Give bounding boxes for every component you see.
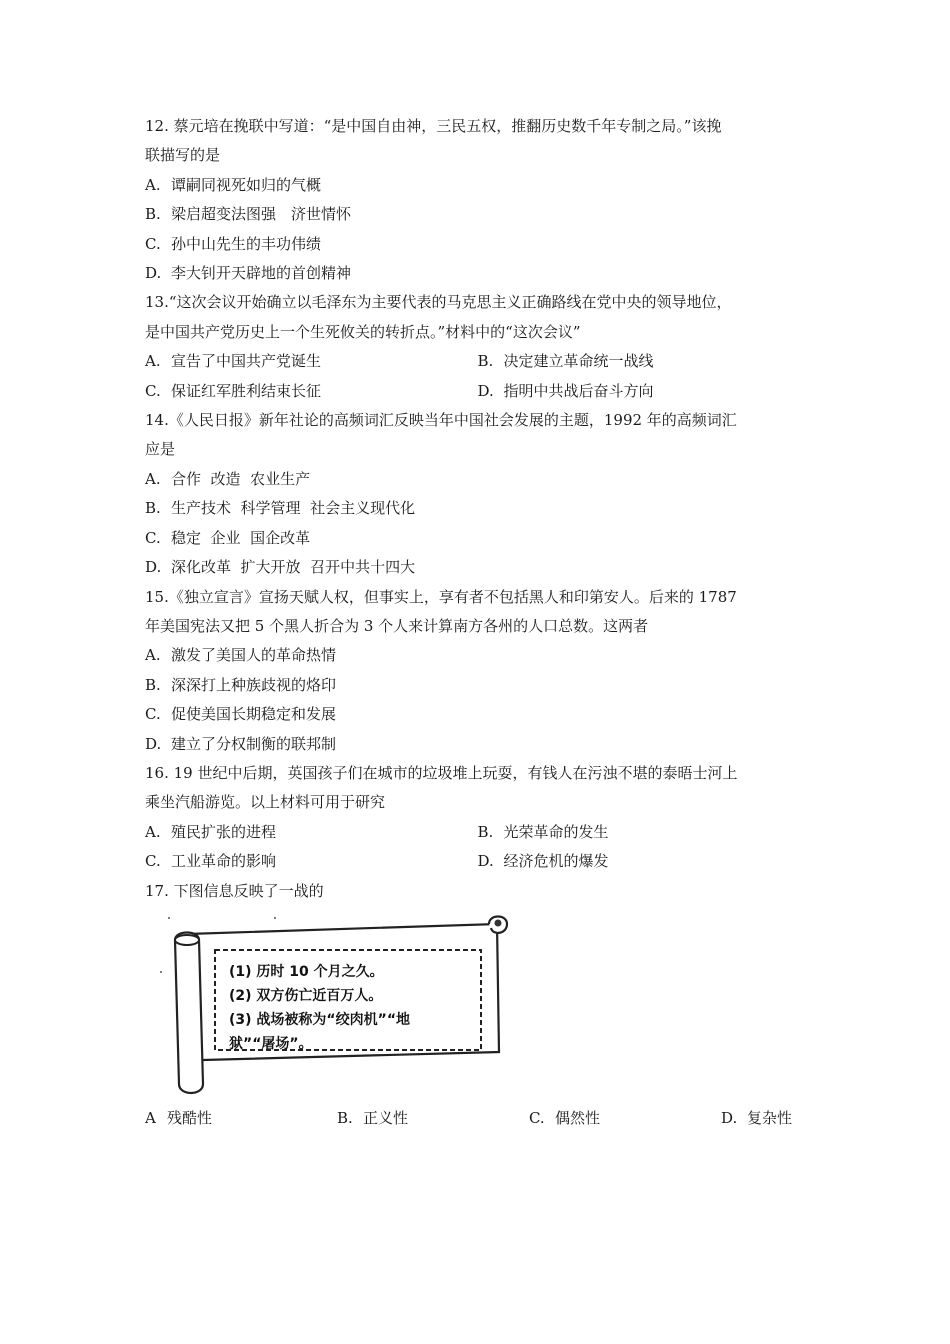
option-letter: D. bbox=[477, 381, 494, 400]
option-text: 深化改革 扩大开放 召开中共十四大 bbox=[171, 558, 416, 577]
option-letter: C. bbox=[145, 381, 161, 400]
option-text: 殖民扩张的进程 bbox=[171, 822, 277, 841]
option-b[interactable] bbox=[145, 494, 810, 523]
option-c[interactable] bbox=[145, 377, 478, 406]
option-c[interactable] bbox=[145, 230, 810, 259]
option-letter: D. bbox=[145, 558, 162, 577]
option-d[interactable] bbox=[145, 730, 810, 759]
option-text: 梁启超变法图强 济世情怀 bbox=[171, 205, 352, 224]
scroll-line: (3) 战场被称为“绞肉机”“地 bbox=[229, 1011, 411, 1028]
option-b[interactable] bbox=[145, 200, 810, 229]
scroll-line: 狱”“屠场”。 bbox=[229, 1035, 313, 1052]
option-a[interactable] bbox=[145, 1104, 337, 1133]
option-text: 决定建立革命统一战线 bbox=[503, 352, 654, 371]
option-letter: B. bbox=[145, 205, 161, 224]
question-stem: 16. 19 世纪中后期，英国孩子们在城市的垃圾堆上玩耍，有钱人在污浊不堪的泰晤士河上 bbox=[145, 763, 738, 782]
option-letter: B. bbox=[145, 675, 161, 694]
option-c[interactable] bbox=[145, 700, 810, 729]
option-b[interactable] bbox=[478, 347, 811, 376]
scroll-line: (2) 双方伤亡近百万人。 bbox=[229, 987, 383, 1004]
option-text: 保证红军胜利结束长征 bbox=[171, 381, 322, 400]
question-stem: 是中国共产党历史上一个生死攸关的转折点。”材料中的“这次会议” bbox=[145, 322, 581, 341]
option-text: 宣告了中国共产党诞生 bbox=[171, 352, 322, 371]
option-text: 复杂性 bbox=[746, 1108, 792, 1127]
option-text: 指明中共战后奋斗方向 bbox=[503, 381, 654, 400]
option-a[interactable] bbox=[145, 818, 478, 847]
option-d[interactable] bbox=[478, 377, 811, 406]
option-text: 残酷性 bbox=[167, 1108, 213, 1127]
option-letter: A. bbox=[145, 352, 161, 371]
scroll-roll-end bbox=[175, 935, 199, 945]
exam-page bbox=[145, 112, 810, 1133]
option-b[interactable] bbox=[145, 671, 810, 700]
option-text: 偶然性 bbox=[554, 1108, 600, 1127]
scroll-figure bbox=[157, 912, 517, 1100]
question-stem: 15.《独立宣言》宣扬天赋人权，但事实上，享有者不包括黑人和印第安人。后来的 1787 bbox=[145, 587, 737, 606]
option-letter: A. bbox=[145, 822, 161, 841]
question-17 bbox=[145, 877, 810, 1134]
option-letter: B. bbox=[336, 1108, 353, 1127]
option-text: 激发了美国人的革命热情 bbox=[171, 646, 337, 665]
option-d[interactable] bbox=[145, 259, 810, 288]
option-text: 工业革命的影响 bbox=[171, 852, 277, 871]
question-15 bbox=[145, 583, 810, 759]
option-a[interactable] bbox=[145, 347, 478, 376]
option-a[interactable] bbox=[145, 465, 810, 494]
option-letter: D. bbox=[720, 1108, 738, 1127]
speck bbox=[160, 971, 162, 973]
option-c[interactable] bbox=[529, 1104, 721, 1133]
option-letter: B. bbox=[145, 499, 161, 518]
option-b[interactable] bbox=[478, 818, 811, 847]
option-letter: A. bbox=[145, 646, 161, 665]
option-text: 深深打上种族歧视的烙印 bbox=[171, 675, 337, 694]
option-c[interactable] bbox=[145, 524, 810, 553]
option-d[interactable] bbox=[721, 1104, 810, 1133]
question-stem: 联描写的是 bbox=[145, 146, 221, 165]
option-text: 李大钊开天辟地的首创精神 bbox=[171, 264, 352, 283]
option-text: 促使美国长期稳定和发展 bbox=[171, 705, 337, 724]
scroll-curl-dot bbox=[495, 919, 502, 926]
option-text: 孙中山先生的丰功伟绩 bbox=[171, 234, 322, 253]
scroll-text bbox=[229, 960, 410, 1056]
option-letter: C. bbox=[145, 705, 161, 724]
question-16 bbox=[145, 759, 810, 877]
speck bbox=[168, 917, 170, 919]
option-text: 稳定 企业 国企改革 bbox=[171, 528, 311, 547]
question-stem: 17. 下图信息反映了一战的 bbox=[145, 881, 324, 900]
speck bbox=[274, 917, 276, 919]
option-letter: B. bbox=[477, 352, 494, 371]
option-d[interactable] bbox=[145, 553, 810, 582]
option-letter: D. bbox=[145, 734, 162, 753]
option-letter: A bbox=[145, 1108, 156, 1127]
option-text: 合作 改造 农业生产 bbox=[171, 469, 311, 488]
option-letter: B. bbox=[477, 822, 494, 841]
option-letter: A. bbox=[145, 175, 161, 194]
option-b[interactable] bbox=[337, 1104, 529, 1133]
option-text: 谭嗣同视死如归的气概 bbox=[171, 175, 322, 194]
option-a[interactable] bbox=[145, 641, 810, 670]
question-stem: 13.“这次会议开始确立以毛泽东为主要代表的马克思主义正确路线在党中央的领导地位， bbox=[145, 293, 732, 312]
option-letter: A. bbox=[145, 469, 161, 488]
option-text: 生产技术 科学管理 社会主义现代化 bbox=[171, 499, 416, 518]
question-stem: 应是 bbox=[145, 440, 176, 459]
scroll-line: (1) 历时 10 个月之久。 bbox=[229, 963, 384, 980]
option-text: 光荣革命的发生 bbox=[503, 822, 609, 841]
question-14 bbox=[145, 406, 810, 582]
option-letter: D. bbox=[477, 852, 494, 871]
scroll-left-roll bbox=[175, 932, 203, 1093]
option-d[interactable] bbox=[478, 847, 811, 876]
option-letter: C. bbox=[528, 1108, 545, 1127]
option-text: 正义性 bbox=[362, 1108, 408, 1127]
option-letter: C. bbox=[145, 234, 161, 253]
question-stem: 12. 蔡元培在挽联中写道：“是中国自由神，三民五权，推翻历史数千年专制之局。”该挽 bbox=[145, 117, 722, 135]
question-12 bbox=[145, 112, 810, 288]
option-text: 经济危机的爆发 bbox=[503, 852, 609, 871]
option-text: 建立了分权制衡的联邦制 bbox=[171, 734, 337, 753]
option-letter: D. bbox=[145, 264, 162, 283]
question-13 bbox=[145, 288, 810, 406]
question-stem: 14.《人民日报》新年社论的高频词汇反映当年中国社会发展的主题，1992 年的高频词汇 bbox=[145, 411, 737, 430]
option-letter: C. bbox=[145, 852, 161, 871]
question-stem: 年美国宪法又把 5 个黑人折合为 3 个人来计算南方各州的人口总数。这两者 bbox=[145, 616, 649, 635]
option-letter: C. bbox=[145, 528, 161, 547]
option-a[interactable] bbox=[145, 171, 810, 200]
option-c[interactable] bbox=[145, 847, 478, 876]
question-stem: 乘坐汽船游览。以上材料可用于研究 bbox=[145, 793, 386, 812]
